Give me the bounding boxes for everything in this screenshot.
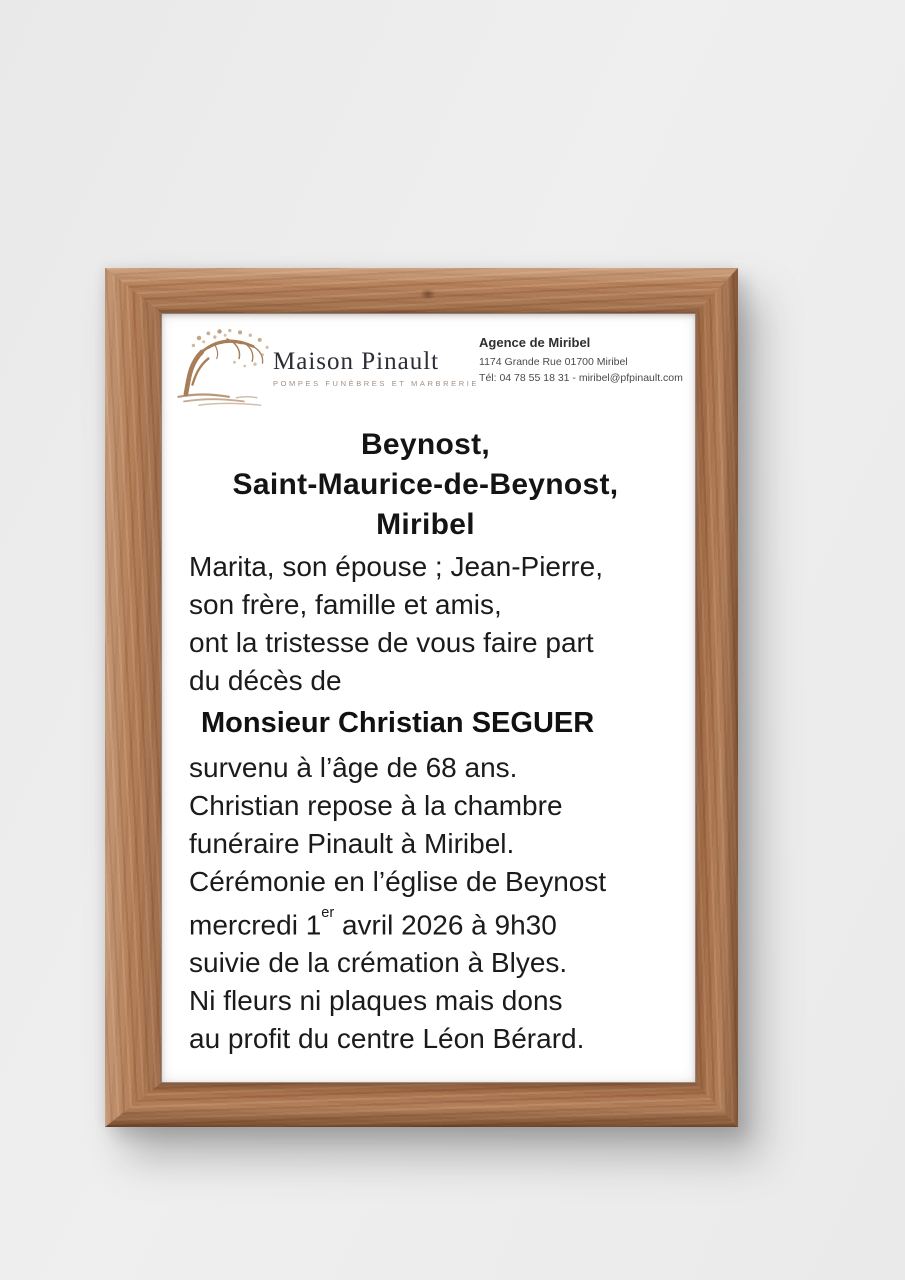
detail-line: au profit du centre Léon Bérard. <box>189 1023 585 1055</box>
brand-tagline: POMPES FUNÈBRES ET MARBRERIE <box>273 379 480 388</box>
agency-address: 1174 Grande Rue 01700 Miribel <box>479 356 628 368</box>
obituary-poster <box>161 313 696 1083</box>
detail-line: suivie de la crémation à Blyes. <box>189 947 568 979</box>
city-line: Beynost, <box>360 428 491 461</box>
agency-title: Agence de Miribel <box>479 335 591 350</box>
brand-name: Maison Pinault <box>273 348 440 375</box>
announcement-body <box>161 425 696 1058</box>
ceremony-date-line <box>189 901 662 944</box>
intro-paragraph <box>189 548 662 700</box>
frame-left-rail <box>105 268 161 1127</box>
detail-line: Christian repose à la chambre <box>189 790 563 821</box>
intro-line: ont la tristesse de vous faire part <box>189 627 594 658</box>
city-line: Saint-Maurice-de-Beynost, <box>232 468 619 501</box>
detail-line: Ni fleurs ni plaques mais dons <box>189 985 563 1017</box>
brand-logo <box>171 323 479 409</box>
date-prefix: mercredi 1 <box>189 909 322 941</box>
detail-line: Cérémonie en l’église de Beynost <box>189 866 607 897</box>
frame-bottom-rail <box>105 1083 738 1127</box>
windswept-tree-icon <box>171 323 283 409</box>
detail-line: survenu à l’âge de 68 ans. <box>189 752 518 783</box>
frame-top-rail <box>105 268 738 313</box>
deceased-name: Monsieur Christian SEGUER <box>201 707 595 739</box>
intro-line: Marita, son épouse ; Jean-Pierre, <box>189 551 603 582</box>
details-paragraph <box>189 749 662 1058</box>
detail-line: funéraire Pinault à Miribel. <box>189 828 515 859</box>
date-ordinal: er <box>321 904 335 921</box>
poster-header <box>161 313 696 409</box>
agency-info <box>479 335 683 386</box>
brand-text-block <box>273 348 479 388</box>
city-line: Miribel <box>376 508 475 541</box>
agency-contact: Tél: 04 78 55 18 31 - miribel@pfpinault.com <box>479 372 683 384</box>
intro-line: son frère, famille et amis, <box>189 589 502 620</box>
date-suffix: avril 2026 à 9h30 <box>334 909 557 941</box>
cities-title <box>189 425 662 545</box>
picture-frame <box>105 268 738 1127</box>
frame-right-rail <box>696 268 738 1127</box>
intro-line: du décès de <box>189 665 342 696</box>
